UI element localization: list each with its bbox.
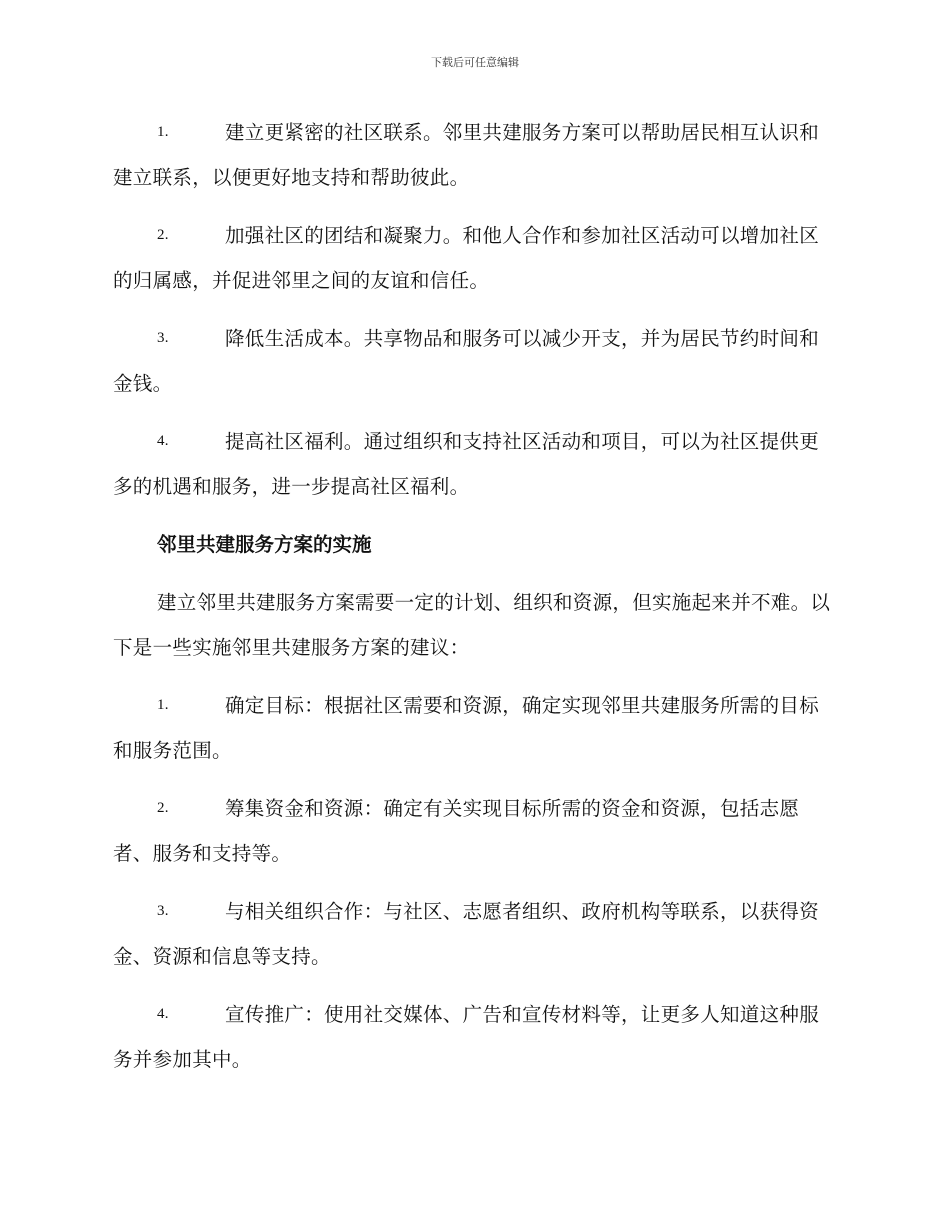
list-text: 确定目标：根据社区需要和资源，确定实现邻里共建服务所需的目标和服务范围。: [113, 694, 820, 762]
benefit-item-3: [113, 316, 835, 406]
list-text: 降低生活成本。共享物品和服务可以减少开支，并为居民节约时间和金钱。: [113, 327, 820, 395]
step-item-2: [113, 786, 835, 876]
list-number: 4.: [157, 433, 169, 449]
list-number: 2.: [157, 227, 169, 243]
page-header: 下载后可任意编辑: [431, 56, 519, 69]
list-number: 3.: [157, 330, 169, 346]
benefit-item-4: [113, 419, 835, 509]
list-number: 4.: [157, 1006, 169, 1022]
list-number: 3.: [157, 903, 169, 919]
list-number: 2.: [157, 800, 169, 816]
step-item-3: [113, 889, 835, 979]
benefit-item-1: [113, 110, 835, 200]
list-text: 与相关组织合作：与社区、志愿者组织、政府机构等联系，以获得资金、资源和信息等支持。: [113, 900, 820, 968]
list-text: 加强社区的团结和凝聚力。和他人合作和参加社区活动可以增加社区的归属感，并促进邻里之间的友谊和信任。: [113, 224, 820, 292]
document-body: [113, 110, 835, 1095]
section-heading: 邻里共建服务方案的实施: [157, 533, 372, 556]
list-text: 提高社区福利。通过组织和支持社区活动和项目，可以为社区提供更多的机遇和服务，进一步提高社区福利。: [113, 430, 820, 498]
list-number: 1.: [157, 697, 169, 713]
intro-paragraph: 建立邻里共建服务方案需要一定的计划、组织和资源，但实施起来并不难。以下是一些实施邻里共建服务方案的建议：: [113, 591, 831, 659]
list-text: 宣传推广：使用社交媒体、广告和宣传材料等，让更多人知道这种服务并参加其中。: [113, 1003, 820, 1071]
list-text: 建立更紧密的社区联系。邻里共建服务方案可以帮助居民相互认识和建立联系，以便更好地支持和帮助彼此。: [113, 121, 820, 189]
benefit-item-2: [113, 213, 835, 303]
step-item-4: [113, 992, 835, 1082]
list-text: 筹集资金和资源：确定有关实现目标所需的资金和资源，包括志愿者、服务和支持等。: [113, 797, 800, 865]
step-item-1: [113, 683, 835, 773]
list-number: 1.: [157, 124, 169, 140]
